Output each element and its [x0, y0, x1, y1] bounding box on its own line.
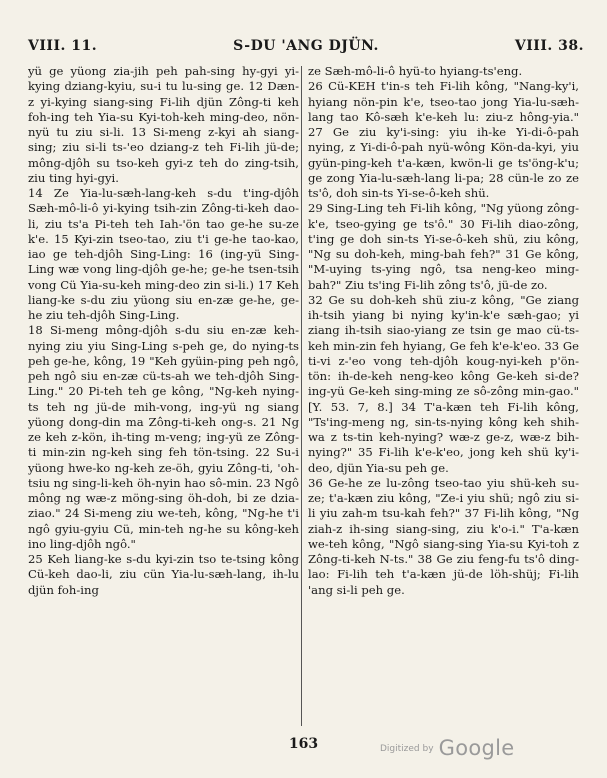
paragraph: 18 Si-meng mông-djôh s-du siu en-zæ keh-nying ziu yiu Sing-Ling s-peh ge, do nying-ts peh ge-he, kông, 19 "Keh gyüin-ping peh ngô, peh ngô siu en-zæ cü-ts-ah we teh-djôh Sing-Ling." 20 Pi-teh teh ge kông, "Ng-keh nying-ts teh ng jü-de mih-vong, ing-yü ng siang yüong dong-din ma Zông-ti-keh ong-s. 21 Ng ze keh z-kön, ih-ting m-veng; ing-yü ze Zông-ti min-zin ng-keh sing feh tön-tsing. 22 Su-i yüong hwe-ko ng-keh ze-öh, gyiu Zông-ti, 'oh-tsiu ng sing-li-keh öh-nyin hao sô-min. 23 Ngô mông ng wæ-z möng-sing öh-doh, bi ze dzia-ziao." 24 Si-meng ziu we-teh, kông, "Ng-he t'i ngô gyiu-gyiu Cü, min-teh ng-he su kông-keh ino ling-djôh ngô.": [28, 323, 299, 551]
watermark-prefix: Digitized by: [380, 744, 434, 754]
paragraph: 29 Sing-Ling teh Fi-lih kông, "Ng yüong zông-k'e, tseo-gying ge ts'ô." 30 Fi-lih diao-zông, t'ing ge doh sin-ts Yi-se-ô-keh shü, ziu kông, "Ng su doh-keh, ming-bah feh?" 31 Ge kông, "M-uying ts-ying ngô, tsa neng-keo ming-bah?" Ziu ts'ing Fi-lih zông ts'ô, jü-de zo.: [308, 201, 579, 292]
header-chapter-verse-right: VIII. 38.: [514, 38, 584, 54]
paragraph: 32 Ge su doh-keh shü ziu-z kông, "Ge ziang ih-tsih yiang bi nying ky'in-k'e sæh-gao; yi ziang ih-tsih siao-yiang ze tsin ge mao cü-ts-keh min-zin feh hyiang, Ge feh k'e-k'eo. 33 Ge ti-vi z-'eo vong teh-djôh koug-nyi-keh p'ön-tön: ih-de-keh neng-keo kông Ge-keh si-de? ing-yü Ge-keh sing-ming ze sô-zông min-gao." [Y. 53. 7, 8.] 34 T'a-kæn teh Fi-lih kông, "Ts'ing-meng ng, sin-ts-nying kông keh shih-wa z ts-tin keh-nying? wæ-z ge-z, wæ-z bih-nying?" 35 Fi-lih k'e-k'eo, jong keh shü ky'i-deo, djün Yia-su peh ge.: [308, 292, 579, 475]
google-watermark: [380, 736, 515, 760]
column-divider: [301, 66, 302, 726]
paragraph: 36 Ge-he ze lu-zông tseo-tao yiu shü-keh su-ze; t'a-kæn ziu kông, "Ze-i yiu shü; ngô ziu si-li yiu zah-m tsu-kah feh?" 37 Fi-lih kông, "Ng ziah-z ih-sing siang-sing, ziu k'o-i." T'a-kæn we-teh kông, "Ngô siang-sing Yia-su Kyi-toh z Zông-ti-keh N-ts." 38 Ge ziu feng-fu ts'ô ding-lao: Fi-lih teh t'a-kæn jü-de löh-shüj; Fi-lih 'ang si-li peh ge.: [308, 475, 579, 597]
header-chapter-verse-left: VIII. 11.: [28, 38, 98, 54]
paragraph: yü ge yüong zia-jih peh pah-sing hy-gyi yi-kying dziang-kyiu, su-i tu lu-sing ge. 12 Dæn-z yi-kying siang-sing Fi-lih djün Zông-ti keh foh-ing teh Yia-su Kyi-toh-keh ming-deo, nön-nyü tu ziu si-li. 13 Si-meng z-kyi ah siang-sing; ziu si-li ts-'eo dziang-z teh Fi-lih jü-de; mông-djôh su tso-keh gyi-z teh do zing-tsih, ziu ting hyi-gyi.: [28, 64, 299, 185]
header-book-title: S-DU 'ANG DJÜN.: [233, 38, 379, 54]
left-text-column: [28, 64, 299, 724]
running-header: [28, 38, 584, 60]
paragraph: ze Sæh-mô-li-ô hyü-to hyiang-ts'eng.: [308, 64, 523, 78]
watermark-brand: Google: [438, 736, 515, 760]
paragraph: 14 Ze Yia-lu-sæh-lang-keh s-du t'ing-djôh Sæh-mô-li-ô yi-kying tsih-zin Zông-ti-keh dao-li, ziu ts'a Pi-teh teh Iah-'ön tao ge-he su-ze k'e. 15 Kyi-zin tseo-tao, ziu t'i ge-he tao-kao, iao ge teh-djôh Sing-Ling: 16 (ing-yü Sing-Ling wæ vong ling-djôh ge-he; ge-he tsen-tsih vong Cü Yia-su-keh ming-deo zin si-li.) 17 Keh liang-ke s-du ziu yüong siu en-zæ ge-he, ge-he ziu teh-djôh Sing-Ling.: [28, 186, 299, 322]
page-number: 163: [288, 736, 319, 752]
paragraph: 25 Keh liang-ke s-du kyi-zin tso te-tsing kông Cü-keh dao-li, ziu cün Yia-lu-sæh-lang, ih-lu djün foh-ing: [28, 552, 299, 597]
paragraph: 26 Cü-KEH t'in-s teh Fi-lih kông, "Nang-ky'i, hyiang nön-pin k'e, tseo-tao jong Yia-lu-sæh-lang tao Kô-sæh k'e-keh lu: ziu-z hông-yia." 27 Ge ziu ky'i-sing: yiu ih-ke Yi-di-ô-pah nying, z Yi-di-ô-pah nyü-wông Kön-da-kyi, yiu gyün-ping-keh t'a-kæn, kwön-li ge ts'öng-k'u; ge zong Yia-lu-sæh-lang li-pa; 28 cün-le zo ze ts'ô, doh sin-ts Yi-se-ô-keh shü.: [308, 79, 579, 200]
right-text-column: [308, 64, 579, 724]
